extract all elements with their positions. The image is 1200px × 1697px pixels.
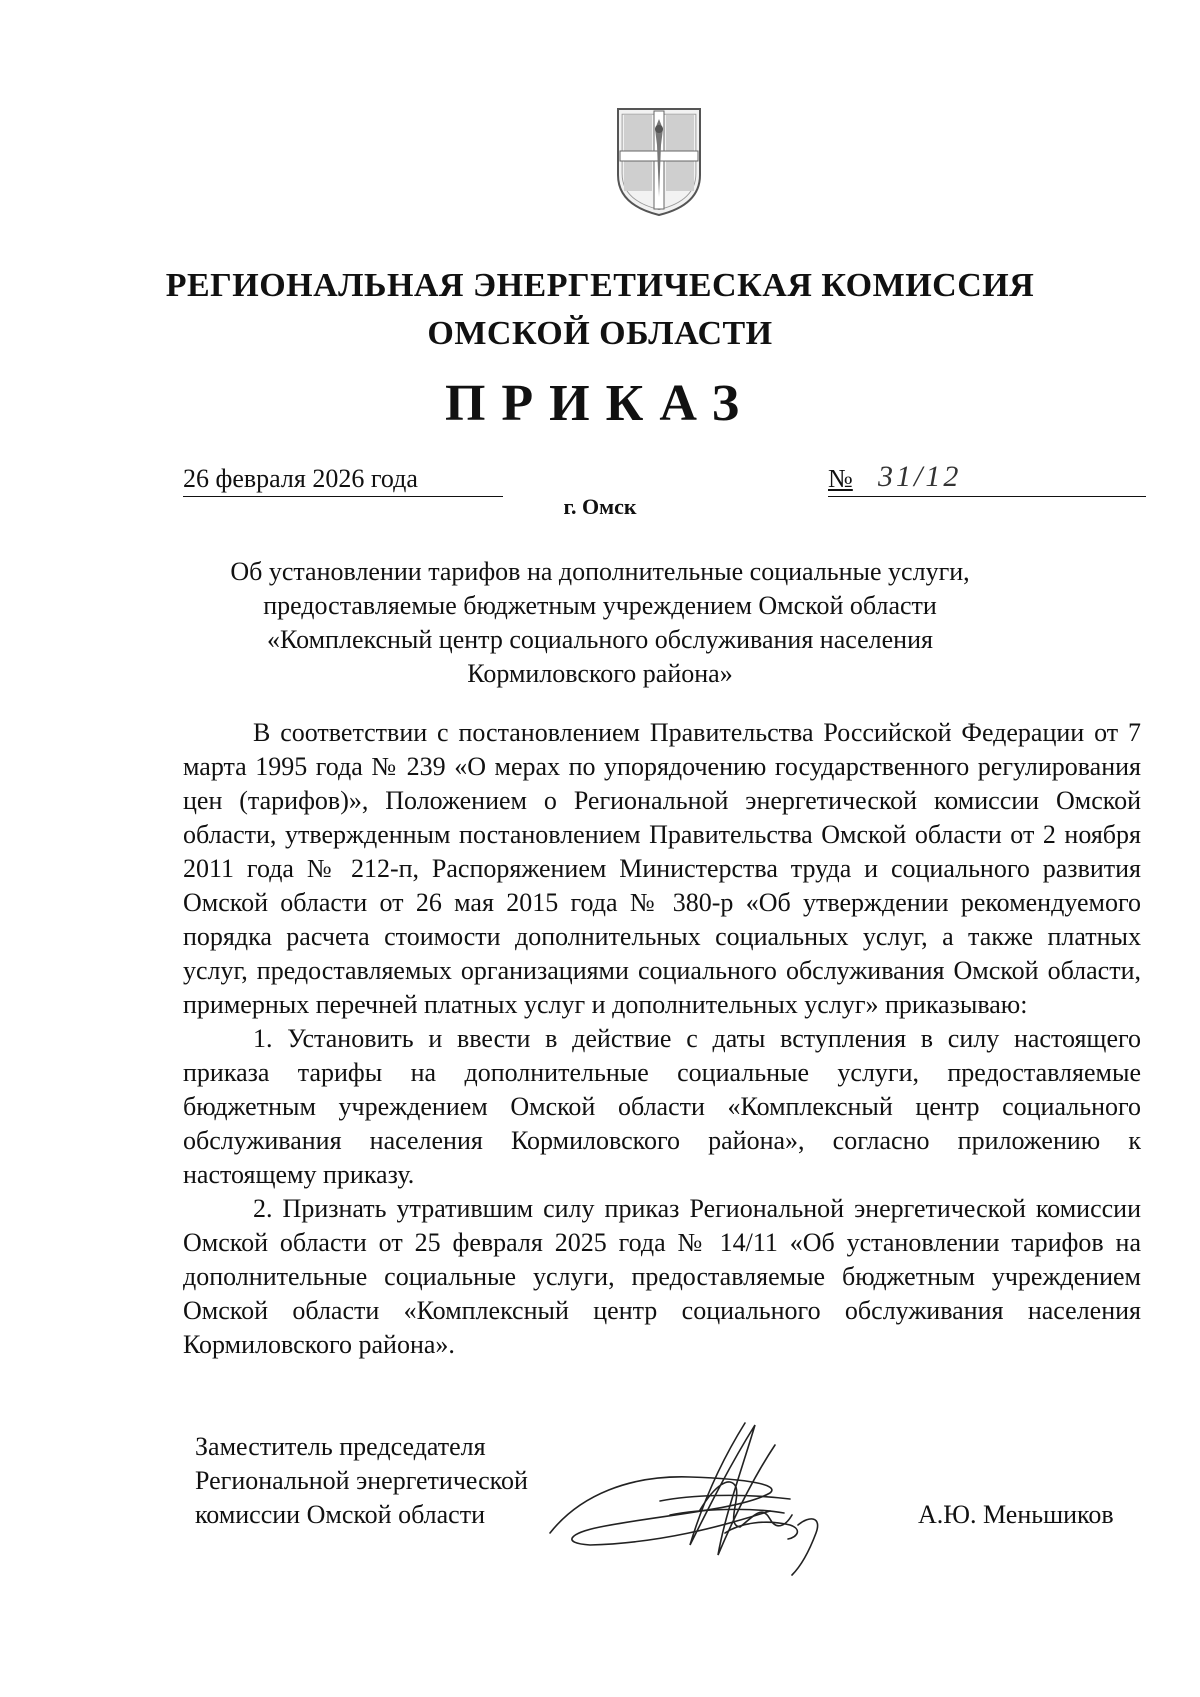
signatory-title [195, 1430, 528, 1532]
body-paragraph-item-2: 2. Признать утратившим силу приказ Региональной энергетической комиссии Омской области от 25 февраля 2025 года № 14/11 «Об установлении тарифов на дополнительные социальные услуги, предоставляемые бюджетным учреждением Омской области «Комплексный центр социального обслуживания населения Кормиловского района». [183, 1194, 1141, 1359]
signer-name: А.Ю. Меньшиков [918, 1500, 1114, 1529]
city-label: г. Омск [563, 494, 637, 519]
coat-of-arms-icon [614, 105, 704, 217]
number-value-handwritten: 31/12 [878, 460, 962, 493]
subject-line: Об установлении тарифов на дополнительные социальные услуги, [230, 557, 970, 586]
body-paragraph-item-1: 1. Установить и ввести в действие с даты вступления в силу настоящего приказа тарифы на дополнительные социальные услуги, предоставляемые бюджетным учреждением Омской области «Комплексный центр социального обслуживания населения Кормиловского района», согласно приложению к настоящему приказу. [183, 1024, 1141, 1189]
organization-name-line2: ОМСКОЙ ОБЛАСТИ [427, 315, 773, 352]
subject-line: Кормиловского района» [467, 659, 733, 688]
signatory-title-line: Заместитель председателя [195, 1432, 486, 1461]
document-date: 26 февраля 2026 года [183, 462, 503, 497]
subject-line: предоставляемые бюджетным учреждением Омской области [263, 591, 937, 620]
organization-name-line1: РЕГИОНАЛЬНАЯ ЭНЕРГЕТИЧЕСКАЯ КОМИССИЯ [165, 267, 1035, 304]
body-paragraph-preamble: В соответствии с постановлением Правительства Российской Федерации от 7 марта 1995 года № 239 «О мерах по упорядочению государственного регулирования цен (тарифов)», Положением о Региональной энергетической комиссии Омской области, утвержденным постановлением Правительства Омской области от 2 ноября 2011 года № 212-п, Распоряжением Министерства труда и социального развития Омской области от 26 мая 2015 года № 380-р «Об утверждении рекомендуемого порядка расчета стоимости дополнительных социальных услуг, а также платных услуг, предоставляемых организациями социального обслуживания Омской области, примерных перечней платных услуг и дополнительных услуг» приказываю: [183, 718, 1141, 1019]
signatory-title-line: Региональной энергетической [195, 1466, 528, 1495]
handwritten-signature-icon [540, 1415, 860, 1585]
document-body [183, 716, 1141, 1362]
signatory-title-line: комиссии Омской области [195, 1500, 485, 1529]
subject-line: «Комплексный центр социального обслуживания населения [267, 625, 933, 654]
document-subject [180, 555, 1020, 691]
document-type-title: ПРИКАЗ [444, 375, 756, 432]
number-label: № [828, 464, 853, 493]
